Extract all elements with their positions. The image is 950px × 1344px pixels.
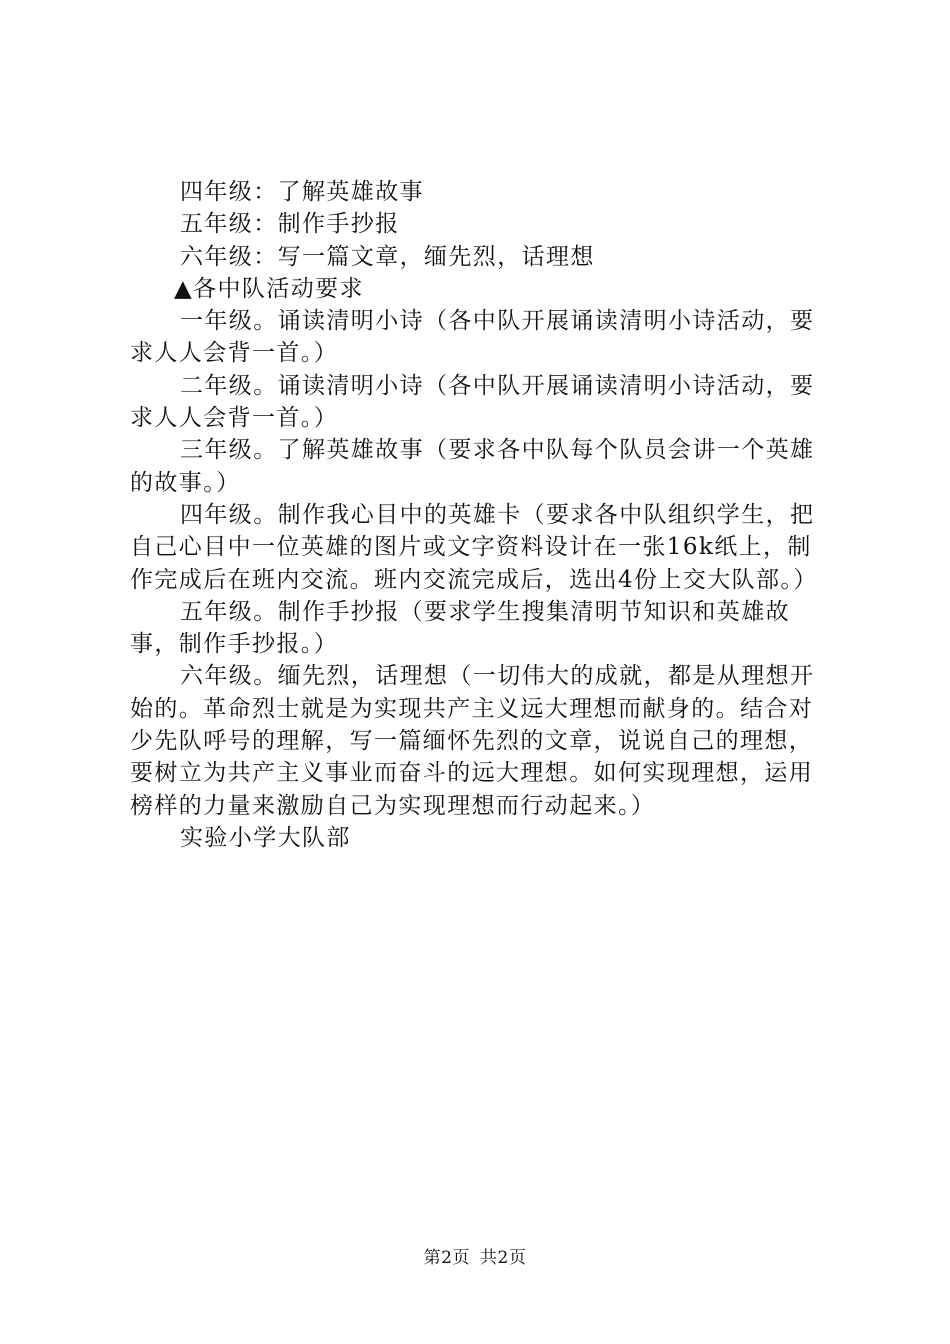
paragraph-grade6-summary: 六年级：写一篇文章，缅先烈，话理想: [180, 243, 595, 270]
paragraph-grade4-summary: 四年级：了解英雄故事: [180, 179, 424, 205]
paragraph-grade2-requirement: 二年级。诵读清明小诗（各中队开展诵读清明小诗活动，要求人人会背一首。）: [130, 372, 815, 432]
document-body: [130, 176, 830, 854]
page-number-total: 共2页: [480, 1248, 527, 1268]
page-footer: [0, 1243, 950, 1268]
paragraph-grade4-requirement: 四年级。制作我心目中的英雄卡（要求各中队组织学生，把自己心目中一位英雄的图片或文字资料设计在一张16k纸上，制作完成后在班内交流。班内交流完成后，选出4份上交大队部。）: [130, 501, 818, 593]
paragraph-grade3-requirement: 三年级。了解英雄故事（要求各中队每个队员会讲一个英雄的故事。）: [130, 437, 815, 496]
signature-organizer: 实验小学大队部: [180, 824, 351, 851]
paragraph-grade6-requirement: 六年级。缅先烈，话理想（一切伟大的成就，都是从理想开始的。革命烈士就是为实现共产主义远大理想而献身的。结合对少先队呼号的理解，写一篇缅怀先烈的文章，说说自己的理想，要树立为共产主义事业而奋斗的远大理想。如何实现理想，运用榜样的力量来激励自己为实现理想而行动起来。）: [130, 663, 815, 819]
page-number-current: 第2页: [423, 1248, 470, 1268]
paragraph-grade5-summary: 五年级：制作手抄报: [180, 211, 400, 238]
section-heading-requirements: ▲各中队活动要求: [174, 275, 364, 302]
paragraph-grade5-requirement: 五年级。制作手抄报（要求学生搜集清明节知识和英雄故事，制作手抄报。）: [130, 598, 790, 658]
paragraph-grade1-requirement: 一年级。诵读清明小诗（各中队开展诵读清明小诗活动，要求人人会背一首。）: [130, 308, 815, 367]
